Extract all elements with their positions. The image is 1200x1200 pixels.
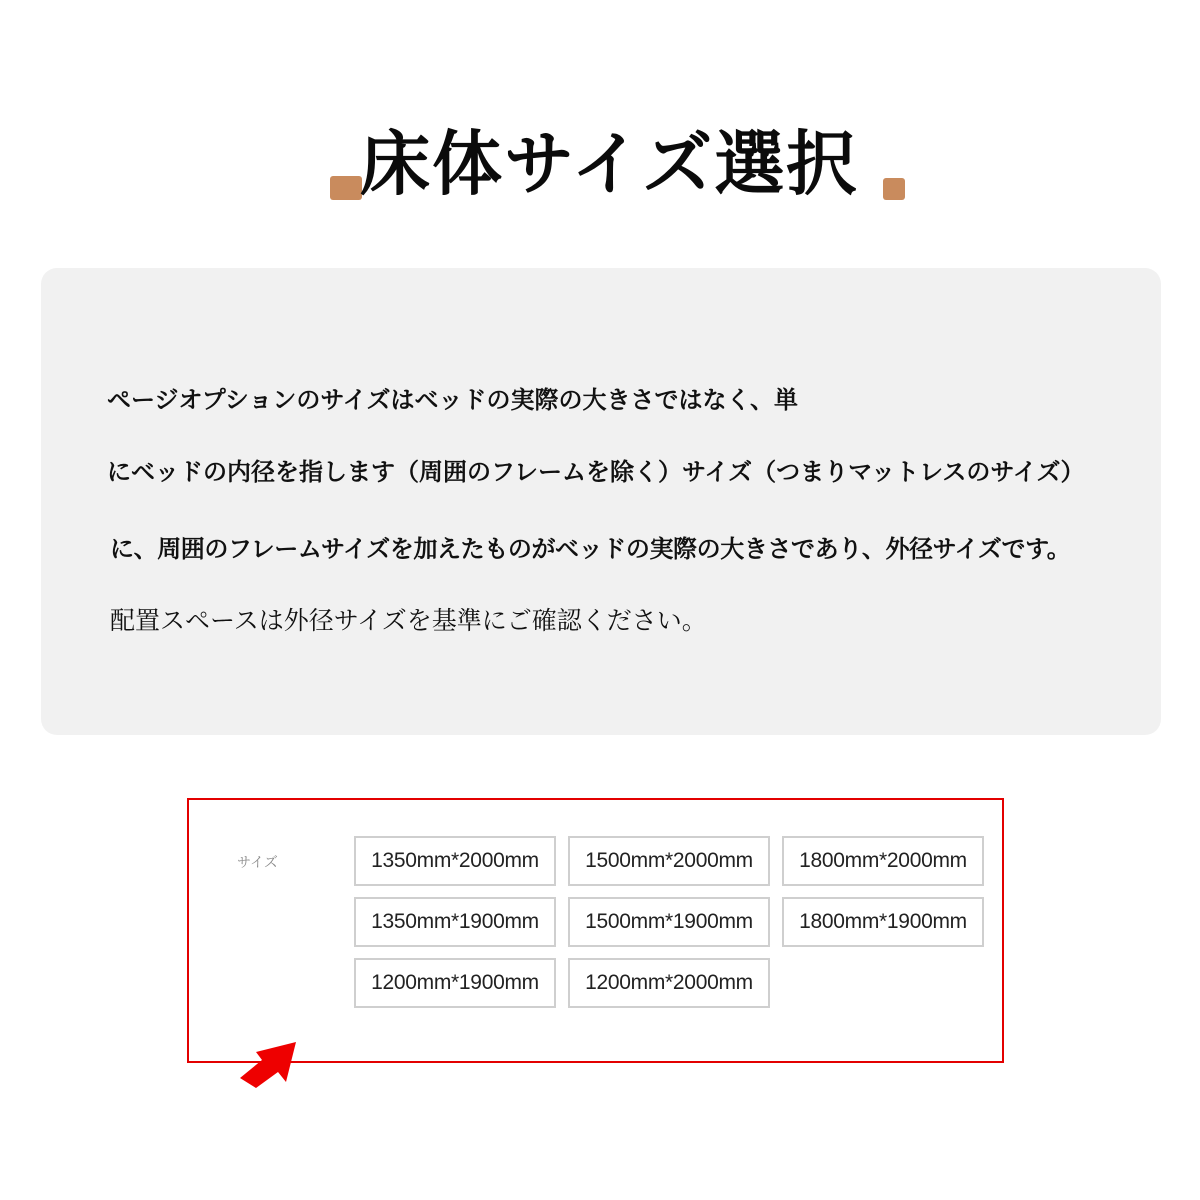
- size-option-1200x1900[interactable]: 1200mm*1900mm: [354, 958, 556, 1008]
- size-option-1800x1900[interactable]: 1800mm*1900mm: [782, 897, 984, 947]
- size-option-1200x2000[interactable]: 1200mm*2000mm: [568, 958, 770, 1008]
- red-arrow-icon: [238, 1038, 300, 1088]
- size-option-1500x1900[interactable]: 1500mm*1900mm: [568, 897, 770, 947]
- note-line-1: ページオプションのサイズはベッドの実際の大きさではなく、単: [107, 386, 798, 414]
- right-accent-block: [883, 178, 905, 200]
- note-line-4: 配置スペースは外径サイズを基準にご確認ください。: [110, 606, 707, 635]
- size-option-1800x2000[interactable]: 1800mm*2000mm: [782, 836, 984, 886]
- title-section: [0, 110, 1200, 220]
- page-title: 床体サイズ選択: [360, 123, 859, 205]
- note-line-2: にベッドの内径を指します（周囲のフレームを除く）サイズ（つまりマットレスのサイズ）: [107, 458, 1085, 486]
- size-option-1500x2000[interactable]: 1500mm*2000mm: [568, 836, 770, 886]
- size-option-1350x1900[interactable]: 1350mm*1900mm: [354, 897, 556, 947]
- size-label: サイズ: [237, 855, 278, 871]
- note-line-3: に、周囲のフレームサイズを加えたものがベッドの実際の大きさであり、外径サイズです。: [110, 535, 1071, 563]
- left-accent-block: [330, 176, 362, 200]
- size-option-1350x2000[interactable]: 1350mm*2000mm: [354, 836, 556, 886]
- size-note-card: [41, 268, 1161, 735]
